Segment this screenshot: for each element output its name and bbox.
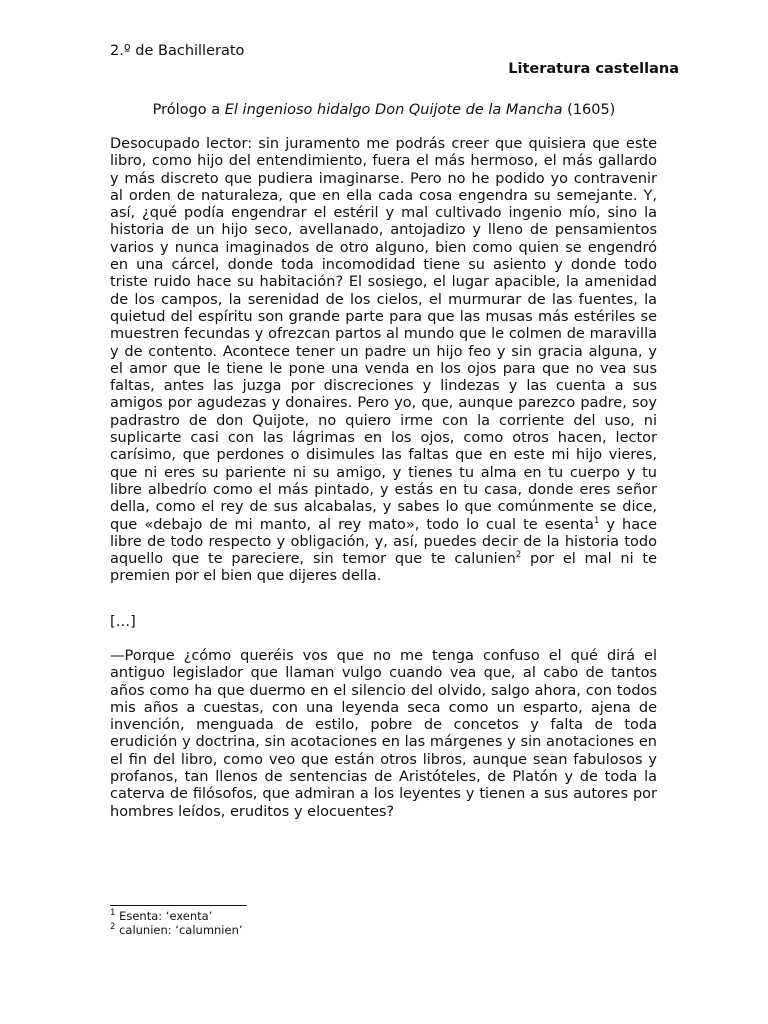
- footnote-2-text: calunien: ‘calumnien’: [115, 923, 243, 937]
- footnote-ref-1: 1: [593, 515, 600, 526]
- footnote-2: [110, 923, 243, 937]
- footnote-1: [110, 909, 243, 923]
- footnote-1-marker: 1: [110, 908, 116, 919]
- paragraph-2: —Porque ¿cómo queréis vos que no me tenga confuso el qué dirá el antiguo legislador que llaman vulgo cuando vea que, al cabo de tantos años como ha que duermo en el silencio del olvido, salgo ahora, con todos mis años a cuestas, con una leyenda seca como un esparto, ajena de invención, menguada de estilo, pobre de concetos y falta de toda erudición y doctrina, sin acotaciones en las márgenes y sin anotaciones en el fin del libro, como veo que están otros libros, aunque sean fabulosos y profanos, tan llenos de sentencias de Aristóteles, de Platón y de toda la caterva de filósofos, que admiran a los leyentes y tienen a sus autores por hombres leídos, eruditos y elocuentes?: [110, 648, 657, 820]
- footnote-ref-2: 2: [515, 550, 522, 561]
- footnotes: [110, 909, 243, 937]
- course-header: 2.º de Bachillerato: [110, 43, 245, 59]
- paragraph-1: [110, 136, 657, 586]
- footnote-separator: [110, 905, 247, 906]
- paragraph-1-text-b: y hace libre de todo respecto y obligación, y, así, puedes decir de la historia todo aquello que te pareciere, sin temor que te calunien: [110, 516, 657, 568]
- title-year: (1605): [562, 102, 616, 118]
- footnote-2-marker: 2: [110, 922, 116, 933]
- footnote-1-text: Esenta: ‘exenta’: [115, 909, 213, 923]
- document-title: [0, 101, 768, 119]
- paragraph-1-text-c: por el mal ni te premien por el bien que dijeres della.: [110, 551, 657, 585]
- title-work: El ingenioso hidalgo Don Quijote de la Mancha: [224, 102, 563, 118]
- omission-marker: […]: [110, 614, 136, 630]
- title-prefix: Prólogo a: [152, 102, 225, 118]
- subject-header: Literatura castellana: [508, 61, 679, 77]
- paragraph-1-text-a: Desocupado lector: sin juramento me podrás creer que quisiera que este libro, como hijo del entendimiento, fuera el más hermoso, el más gallardo y más discreto que pudiera imaginarse. Pero no he podido yo contravenir al orden de naturaleza, que en ella cada cosa engendra su semejante. Y, así, ¿qué podía engendrar el estéril y mal cultivado ingenio mío, sino la historia de un hijo seco, avellanado, antojadizo y lleno de pensamientos varios y nunca imaginados de otro alguno, bien como quien se engendró en una cárcel, donde toda incomodidad tiene su asiento y donde todo triste ruido hace su habitación? El sosiego, el lugar apacible, la amenidad de los campos, la serenidad de los cielos, el murmurar de las fuentes, la quietud del espíritu son grande parte para que las musas más estériles se muestren fecundas y ofrezcan partos al mundo que le colmen de maravilla y de contento. Acontece tener un padre un hijo feo y sin gracia alguna, y el amor que le tiene le pone una venda en los ojos para que no vea sus faltas, antes las juzga por discreciones y lindezas y las cuenta a sus amigos por agudezas y donaires. Pero yo, que, aunque parezco padre, soy padrastro de don Quijote, no quiero irme con la corriente del uso, ni suplicarte casi con las lágrimas en los ojos, como otros hacen, lector carísimo, que perdones o disimules las faltas que en este mi hijo vieres, que ni eres su pariente ni su amigo, y tienes tu alma en tu cuerpo y tu libre albedrío como el más pintado, y estás en tu casa, donde eres señor della, como el rey de sus alcabalas, y sabes lo que comúnmente se dice, que «debajo de mi manto, al rey mato», todo lo cual te esenta: [110, 136, 657, 533]
